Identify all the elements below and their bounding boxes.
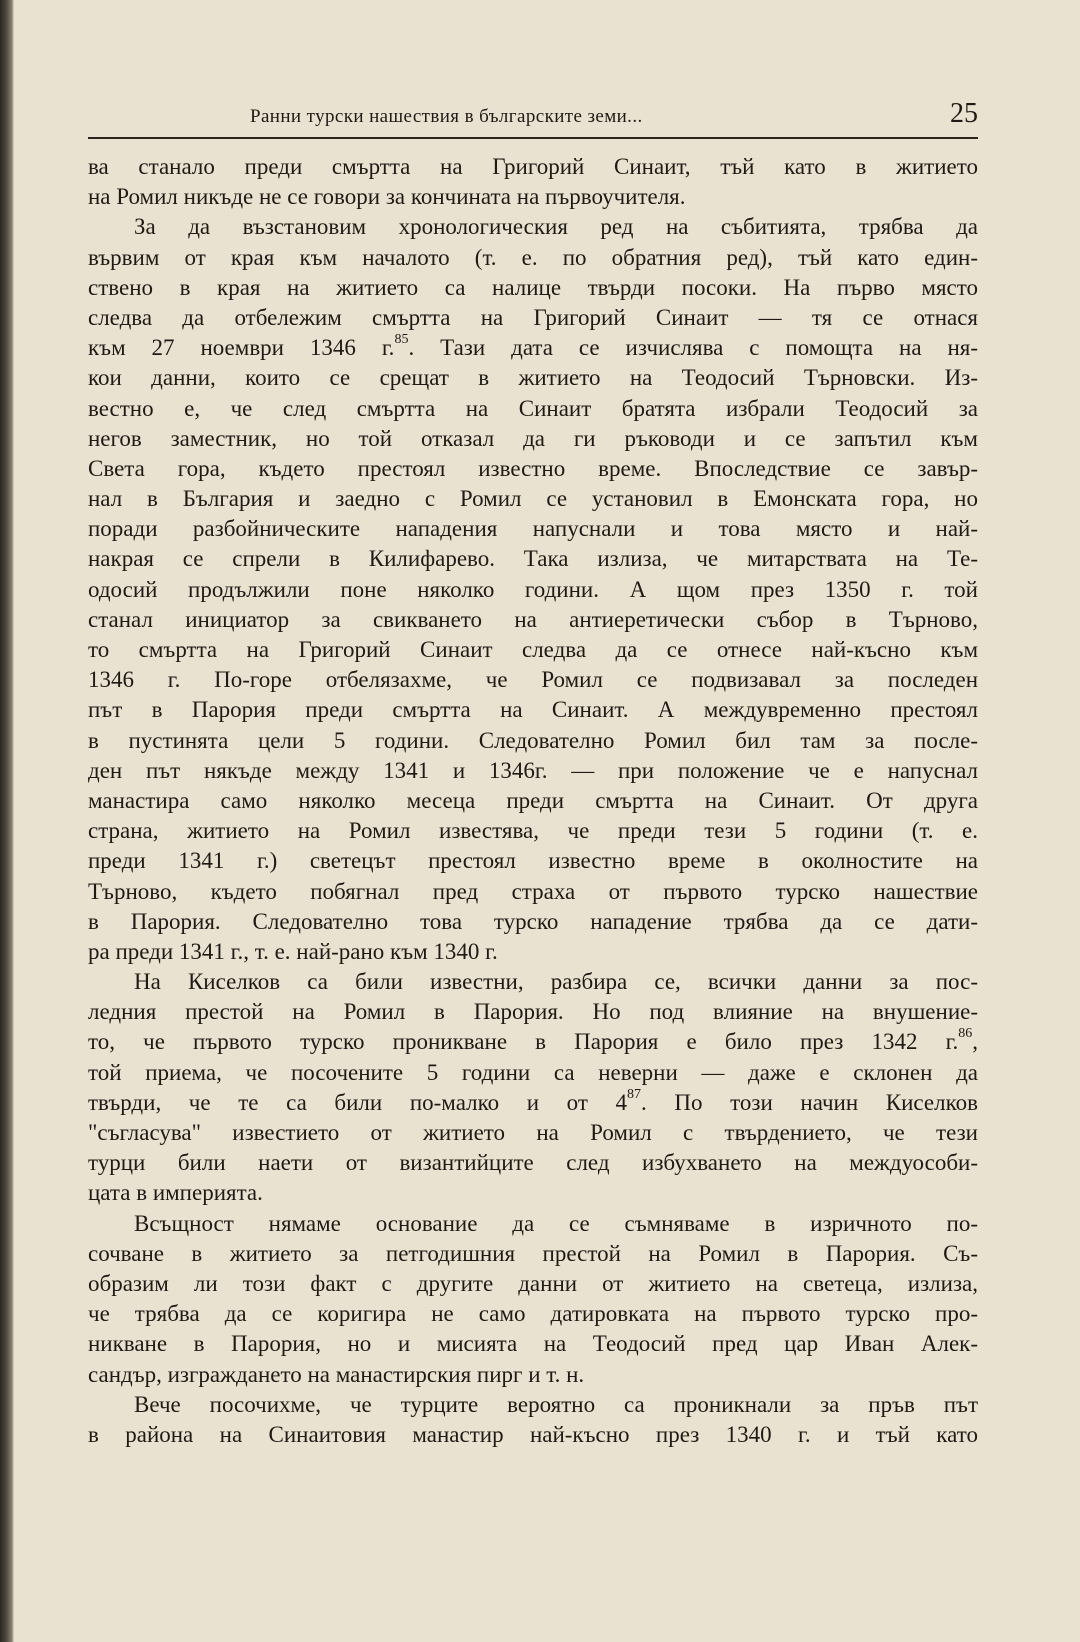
line-text: ледния престой на Ромил в Парория. Но под влияние на внушение- [88,999,978,1025]
line-text: накрая се спрели в Килифарево. Така излиза, че митарствата на Те- [88,546,978,572]
line-text: в пустинята цели 5 години. Следователно Ромил бил там за после- [88,727,978,753]
text-line [88,605,978,635]
line-text: вестно е, че след смъртта на Синаит братята избрали Теодосий за [88,395,978,421]
line-text: че трябва да се коригира не само датировката на първото турско про- [88,1301,978,1327]
text-line [88,786,978,816]
text-line [88,1329,978,1359]
footnote-ref: 87 [627,1086,642,1102]
line-text-after: . Тази дата се изчислява с помощта на ня- [408,335,979,361]
text-line [88,816,978,846]
header-rule [88,137,978,139]
line-text: поради разбойническите нападения напуснали и това място и най- [88,516,978,542]
text-line [88,1148,978,1178]
text-line [88,635,978,665]
text-line [88,1118,978,1148]
text-line [88,273,978,303]
line-text: кои данни, които се срещат в житието на Теодосий Търновски. Из- [88,365,978,391]
text-line [88,1027,978,1057]
text-line [88,1269,978,1299]
line-text: твърди, че те са били по-малко и от 4 [88,1089,628,1115]
text-line [88,1088,978,1118]
footnote-ref: 85 [394,332,409,348]
text-line [88,1178,978,1208]
text-line [88,665,978,695]
text-line [88,1360,978,1390]
line-text: то, че първото турско проникване в Парория е било през 1342 г. [88,1029,959,1055]
text-line [88,1239,978,1269]
book-spine-shadow [0,0,14,1642]
line-text: станал инициатор за свикването на антиеретически събор в Търново, [88,606,978,632]
text-line [88,484,978,514]
line-text: Всъщност нямаме основание да се съмняваме в изричното по- [134,1210,978,1236]
line-text: нал в България и заедно с Ромил се установил в Емонската гора, но [88,486,978,512]
line-text: На Киселков са били известни, разбира се, всички данни за пос- [134,969,978,995]
running-title: Ранни турски нашествия в българските земи... [250,106,643,127]
line-text: сандър, изграждането на манастирския пирг и т. н. [88,1361,585,1387]
line-text: ра преди 1341 г., т. е. най-рано към 1340 г. [88,938,498,964]
line-text: никване в Парория, но и мисията на Теодосий пред цар Иван Алек- [88,1331,978,1357]
line-text: манастира само няколко месеца преди смъртта на Синаит. От друга [88,787,978,813]
text-line [88,695,978,725]
line-text: страна, житието на Ромил известява, че преди тези 5 години (т. е. [88,818,978,844]
text-line [88,877,978,907]
line-text: За да възстановим хронологическия ред на събитията, трябва да [134,214,978,240]
line-text: турци били наети от византийците след избухването на междуособи- [88,1150,978,1176]
text-line [88,1420,978,1450]
text-line [88,997,978,1027]
text-line [88,967,978,997]
line-text: ден път някъде между 1341 и 1346г. — при положение че е напуснал [88,757,978,783]
running-header [88,98,978,138]
line-text-after: , [972,1029,978,1055]
text-line [88,212,978,242]
line-text: "съгласува" известието от житието на Ромил с твърдението, че тези [88,1120,978,1145]
footnote-ref: 86 [958,1026,973,1042]
line-text: цата в империята. [88,1180,263,1206]
text-line [88,544,978,574]
line-text: към 27 ноември 1346 г. [88,335,395,361]
text-line [88,394,978,424]
text-line [88,152,978,182]
text-line [88,303,978,333]
line-text: негов заместник, но той отказал да ги ръководи и се запътил към [88,425,978,451]
text-line [88,937,978,967]
text-line [88,1058,978,1088]
text-line [88,243,978,273]
line-text: Вече посочихме, че турците вероятно са проникнали за пръв път [134,1391,978,1417]
line-text: ва станало преди смъртта на Григорий Синаит, тъй като в житието [88,154,978,179]
text-line [88,1209,978,1239]
line-text: сочване в житието за петгодишния престой на Ромил в Парория. Съ- [88,1240,978,1266]
text-line [88,514,978,544]
text-line [88,907,978,937]
text-line [88,1299,978,1329]
line-text: в района на Синаитовия манастир най-късно през 1340 г. и тъй като [88,1421,978,1447]
book-page [88,0,978,1642]
line-text: вървим от края към началото (т. е. по обратния ред), тъй като един- [88,244,978,270]
text-line [88,424,978,454]
line-text: образим ли този факт с другите данни от житието на светеца, излиза, [88,1270,978,1296]
text-line [88,726,978,756]
text-line [88,333,978,363]
text-line [88,846,978,876]
text-line [88,363,978,393]
body-text [88,152,978,1450]
text-line [88,182,978,212]
line-text-after: . По този начин Киселков [641,1089,978,1115]
line-text: път в Парория преди смъртта на Синаит. А междувременно престоял [88,697,978,723]
line-text: преди 1341 г.) светецът престоял известно време в околностите на [88,848,978,874]
line-text: на Ромил никъде не се говори за кончината на първоучителя. [88,184,686,210]
line-text: Търново, където побягнал пред страха от първото турско нашествие [88,878,978,904]
line-text: следва да отбележим смъртта на Григорий Синаит — тя се отнася [88,304,978,330]
line-text: ствено в края на житието са налице твърди посоки. На първо място [88,274,978,300]
line-text: в Парория. Следователно това турско нападение трябва да се дати- [88,908,978,934]
line-text: Света гора, където престоял известно време. Впоследствие се завър- [88,455,978,481]
line-text: то смъртта на Григорий Синаит следва да се отнесе най-късно към [88,637,978,662]
text-line [88,756,978,786]
text-line [88,454,978,484]
line-text: той приема, че посочените 5 години са неверни — даже е склонен да [88,1059,978,1085]
text-line [88,575,978,605]
line-text: 1346 г. По-горе отбелязахме, че Ромил се подвизавал за последен [88,667,978,693]
line-text: одосий продължили поне няколко години. А щом през 1350 г. той [88,576,978,602]
page-number: 25 [950,98,978,129]
text-line [88,1390,978,1420]
